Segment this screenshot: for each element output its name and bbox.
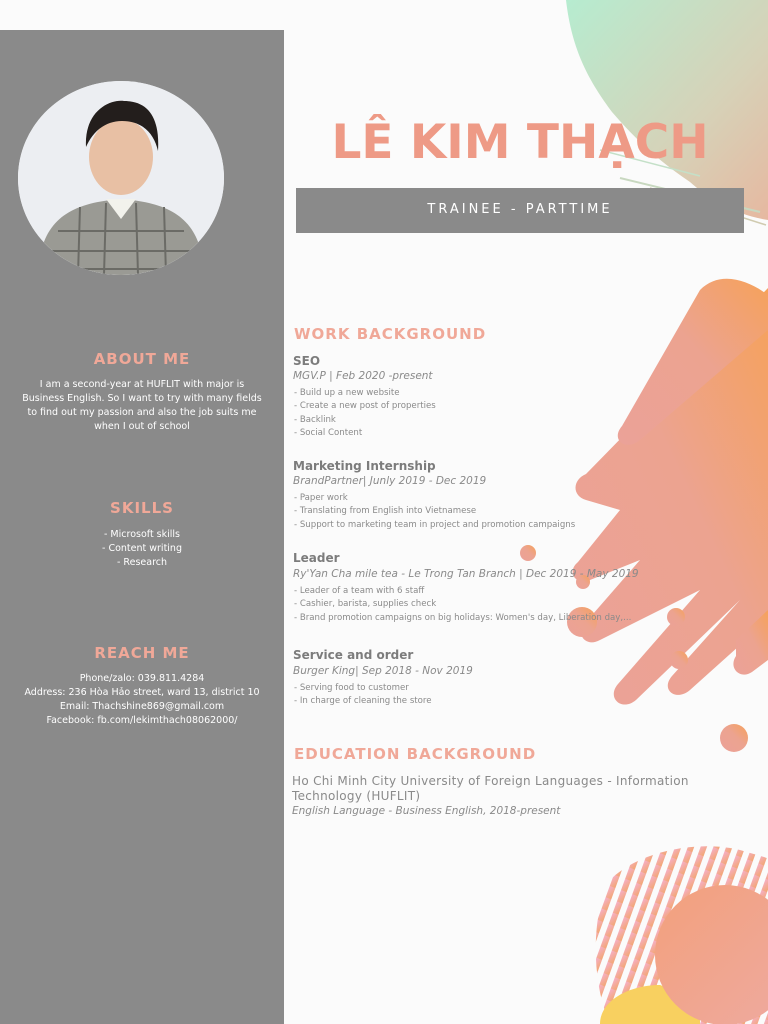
duty-item: - In charge of cleaning the store <box>294 696 432 707</box>
job-duties <box>294 682 432 709</box>
duty-item: - Social Content <box>294 427 363 438</box>
duty-item: - Create a new post of properties <box>294 401 436 412</box>
about-line: when I out of school <box>94 421 190 432</box>
about-heading: ABOUT ME <box>93 350 191 368</box>
about-line: Business English. So I want to try with many fields <box>22 393 262 404</box>
job-duties <box>294 492 575 532</box>
duty-item: - Build up a new website <box>294 388 400 398</box>
job-role: TRAINEE - PARTTIME <box>427 202 613 217</box>
duty-item: - Serving food to customer <box>294 683 409 693</box>
duty-item: - Brand promotion campaigns on big holidays: Women's day, Liberation day,... <box>294 612 632 623</box>
job-title: Marketing Internship <box>293 459 436 473</box>
skill-item: - Research <box>116 557 168 568</box>
skills-heading: SKILLS <box>110 499 174 517</box>
contact-item: Email: Thachshine869@gmail.com <box>59 701 225 712</box>
skill-item: - Content writing <box>102 543 182 554</box>
skill-item: - Microsoft skills <box>103 529 181 540</box>
reach-heading: REACH ME <box>94 644 190 662</box>
school-major: English Language - Business English, 2018-present <box>292 805 561 817</box>
education-heading: EDUCATION BACKGROUND <box>294 745 537 763</box>
job-duties <box>294 585 631 625</box>
sidebar <box>0 30 284 1024</box>
duty-item: - Backlink <box>294 414 336 425</box>
contact-item: Facebook: fb.com/lekimthach08062000/ <box>46 715 238 726</box>
avatar <box>18 81 224 275</box>
job-meta: Burger King| Sep 2018 - Nov 2019 <box>293 665 473 677</box>
contact-item: Address: 236 Hòa Hảo street, ward 13, district 10 <box>24 687 260 698</box>
duty-item: - Paper work <box>294 493 348 503</box>
contact-list <box>16 672 268 728</box>
duty-item: - Cashier, barista, supplies check <box>294 599 437 610</box>
job-title: Service and order <box>293 648 414 662</box>
job-title: Leader <box>293 551 340 565</box>
duty-item: - Leader of a team with 6 staff <box>294 586 425 596</box>
skills-list <box>16 528 268 570</box>
candidate-name: LÊ KIM THẠCH <box>331 115 709 170</box>
profile-photo <box>18 81 224 275</box>
duty-item: - Support to marketing team in project and promotion campaigns <box>294 519 576 530</box>
duty-item: - Translating from English into Vietnamese <box>294 506 477 517</box>
about-line: I am a second-year at HUFLIT with major is <box>39 379 245 390</box>
job-title: SEO <box>293 354 321 368</box>
job-meta: Ry'Yan Cha mile tea - Le Trong Tan Branch | Dec 2019 - May 2019 <box>293 568 639 580</box>
about-line: to find out my passion and also the job suits me <box>27 407 257 418</box>
school-name: Ho Chi Minh City University of Foreign Languages - Information Technology (HUFLIT) <box>292 774 689 803</box>
contact-item: Phone/zalo: 039.811.4284 <box>79 673 205 684</box>
about-text <box>16 378 268 434</box>
work-heading: WORK BACKGROUND <box>294 325 487 343</box>
bottom-right-blobs <box>596 846 768 1024</box>
role-bar <box>296 188 744 233</box>
job-meta: MGV.P | Feb 2020 -present <box>293 370 433 382</box>
job-duties <box>294 387 436 440</box>
job-meta: BrandPartner| Junly 2019 - Dec 2019 <box>293 475 487 487</box>
